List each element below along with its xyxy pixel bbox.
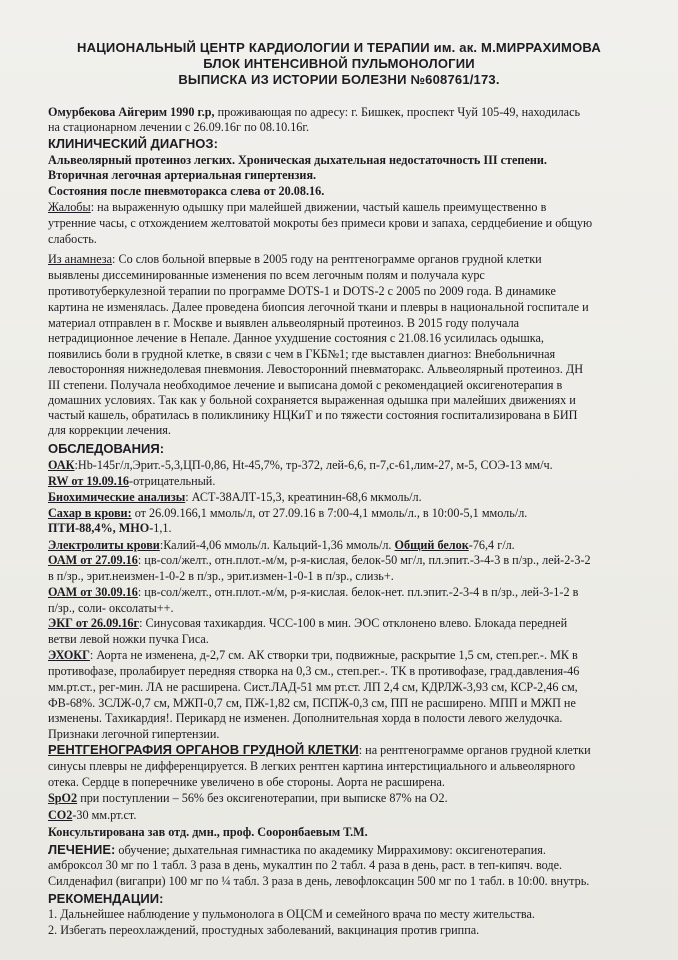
complaints-line-2: утренние часы, с отхождением желтоватой мокроты без примеси крови и запаха, сердцебиение и общую xyxy=(48,216,593,230)
electrolytes-label: Электролиты крови xyxy=(48,538,160,552)
oam1-line-2: в п/зр., эрит.неизмен-1-0-2 в п/зр., эрит.измен-1-0-1 в п/зр., слизь+. xyxy=(48,569,394,583)
rw-label: RW от 19.09.16 xyxy=(48,474,130,488)
oam2-line-2: п/зр., соли- оксолаты++. xyxy=(48,601,174,615)
spo2-label: SpO2 xyxy=(48,791,78,805)
treatment-line-1 xyxy=(48,842,668,858)
complaints-line-1 xyxy=(48,200,668,215)
co2-text: -30 мм.рт.ст. xyxy=(72,808,137,822)
recommendations-heading: РЕКОМЕНДАЦИИ: xyxy=(48,891,164,906)
diagnosis-heading: КЛИНИЧЕСКИЙ ДИАГНОЗ: xyxy=(48,136,218,151)
anamnesis-line-11: частый кашель, обратилась в поликлинику НЦКиТ и по тяжести состояния госпитализирована в БИП xyxy=(48,408,578,422)
xray-line-3: отека. Сердце в поперечнике увеличено в обе стороны. Аорта не расширена. xyxy=(48,775,445,789)
oak-text: :Hb-145г/л,Эрит.-5,3,ЦП-0,86, Ht-45,7%, тр-372, лей-6,6, п-7,с-61,лим-27, м-5, СОЭ-13 мм/ч. xyxy=(74,458,553,472)
oam2-label: ОАМ от 30.09.16 xyxy=(48,585,138,599)
ekg-line-2: ветви левой ножки пучка Гиса. xyxy=(48,632,209,646)
echo-line-2: противофазе, пролабирует передняя створка на 0,3 см., степ.рег.-. ТК в противофазе, град.давления-46 xyxy=(48,664,580,678)
consultation-line: Консультирована зав отд. дмн., проф. Сооронбаевым Т.М. xyxy=(48,825,368,839)
echo-text: : Аорта не изменена, д-2,7 см. АК створки три, подвижные, раскрытие 1,5 см, степ.рег.-. МК в xyxy=(89,648,578,662)
anamnesis-line-9: III степени. Получала необходимое лечение и выписана домой с рекомендацией оксигенотерапия в xyxy=(48,378,563,392)
anamnesis-label: Из анамнеза xyxy=(48,252,113,266)
echo-label: ЭХОКГ xyxy=(48,648,90,662)
xray-line-1 xyxy=(48,742,668,758)
diagnosis-line-3: Состояния после пневмоторакса слева от 20.08.16. xyxy=(48,184,325,198)
header-department: БЛОК ИНТЕНСИВНОЙ ПУЛЬМОНОЛОГИИ xyxy=(203,56,475,71)
complaints-text: : на выраженную одышку при малейшей движении, частый кашель преимущественно в xyxy=(90,200,547,214)
sugar-text: от 26.09.166,1 ммоль/л, от 27.09.16 в 7:00-4,1 ммоль/л., в 10:00-5,1 ммоль/л. xyxy=(131,506,528,520)
anamnesis-line-1 xyxy=(48,252,668,267)
pti-line xyxy=(48,521,668,536)
patient-address: проживающая по адресу: г. Бишкек, проспект Чуй 105-49, находилась xyxy=(214,105,581,119)
treatment-line-2: амброксол 30 мг по 1 табл. 3 раза в день, мукалтин по 2 табл. 4 раза в день, раст. в теп-кипяч. воде. xyxy=(48,858,563,872)
biochem-text: : АСТ-38АЛТ-15,3, креатинин-68,6 мкмоль/л. xyxy=(185,490,422,504)
anamnesis-line-6: нетрадиционное лечение в Непале. Данное ухудшение состояния с 21.08.16 усилилась одышка, xyxy=(48,331,544,345)
biochem-label: Биохимические анализы xyxy=(48,490,186,504)
pti-value: 1,1. xyxy=(153,521,172,535)
spo2-text: при поступлении – 56% без оксигенотерапии, при выписке 87% на О2. xyxy=(77,791,448,805)
biochem-line xyxy=(48,490,668,505)
complaints-line-3: слабость. xyxy=(48,232,97,246)
recommendation-1: 1. Дальнейшее наблюдение у пульмонолога в ОЦСМ и семейного врача по месту жительства. xyxy=(48,907,535,921)
ekg-line-1 xyxy=(48,616,668,631)
header-center-name: НАЦИОНАЛЬНЫЙ ЦЕНТР КАРДИОЛОГИИ И ТЕРАПИИ им. ак. М.МИРРАХИМОВА xyxy=(77,40,601,55)
treatment-text: обучение; дыхательная гимнастика по академику Миррахимову: оксигенотерапия. xyxy=(115,843,546,857)
ekg-text: : Синусовая тахикардия. ЧСС-100 в мин. ЭОС отклонено влево. Блокада передней xyxy=(139,616,568,630)
diagnosis-line-2: Вторичная легочная артериальная гипертензия. xyxy=(48,168,317,182)
spo2-line xyxy=(48,791,668,806)
patient-line-1 xyxy=(48,105,668,120)
header-document-title: ВЫПИСКА ИЗ ИСТОРИИ БОЛЕЗНИ №608761/173. xyxy=(178,72,500,87)
oam1-text: : цв-сол/желт., отн.плот.-м/м, р-я-кислая, белок-50 мг/л, пл.эпит.-3-4-3 в п/зр., лей-2-3-2 xyxy=(137,553,591,567)
treatment-line-3: Силденафил (вигапри) 100 мг по ¼ табл. 3 раза в день, левофлоксацин 500 мг по 1 табл. в 10:00. внутрь. xyxy=(48,874,590,888)
recommendation-2: 2. Избегать переохлаждений, простудных заболеваний, вакцинация против гриппа. xyxy=(48,923,480,937)
electrolytes-text: :Калий-4,06 ммоль/л. Кальций-1,36 ммоль/л. xyxy=(159,538,395,552)
echo-line-5: изменены. Тахикардия!. Перикард не изменен. Дополнительная хорда в полости левого желудочка. xyxy=(48,711,563,725)
rw-text: -отрицательный. xyxy=(129,474,216,488)
treatment-label: ЛЕЧЕНИЕ: xyxy=(48,842,116,857)
protein-text: -76,4 г/л. xyxy=(468,538,515,552)
protein-label: Общий белок xyxy=(394,538,469,552)
anamnesis-line-4: картина не изменялась. Далее проведена биопсия легочной ткани и плевры в национальной госпитале и xyxy=(48,300,589,314)
oam1-label: ОАМ от 27.09.16 xyxy=(48,553,138,567)
complaints-label: Жалобы xyxy=(48,200,91,214)
anamnesis-line-7: появились боли в грудной клетке, в связи с чем в ГКБ№1; где выставлен диагноз: Внебольничная xyxy=(48,347,556,361)
pti-label: ПТИ-88,4%, МНО- xyxy=(48,521,154,535)
patient-name: Омурбекова Айгерим 1990 г.р, xyxy=(48,105,215,119)
diagnosis-line-1: Альвеолярный протеиноз легких. Хроническая дыхательная недостаточность III степени. xyxy=(48,153,547,167)
anamnesis-line-2: выявлены диссеминированные изменения по всем легочным полям и получала курс xyxy=(48,268,485,282)
sugar-line xyxy=(48,506,668,521)
xray-text: : на рентгенограмме органов грудной клетки xyxy=(358,743,591,757)
electrolytes-line xyxy=(48,538,668,553)
co2-line xyxy=(48,808,668,823)
anamnesis-line-12: для коррекции лечения. xyxy=(48,423,171,437)
rw-line xyxy=(48,474,668,489)
sugar-label: Сахар в крови: xyxy=(48,506,132,520)
ekg-label: ЭКГ от 26.09.16г xyxy=(48,616,140,630)
patient-stay-dates: на стационарном лечении с 26.09.16г по 08.10.16г. xyxy=(48,120,310,134)
anamnesis-text: : Со слов больной впервые в 2005 году на рентгенограмме органов грудной клетки xyxy=(112,252,542,266)
exams-heading: ОБСЛЕДОВАНИЯ: xyxy=(48,441,165,456)
echo-line-1 xyxy=(48,648,668,663)
xray-label: РЕНТГЕНОГРАФИЯ ОРГАНОВ ГРУДНОЙ КЛЕТКИ xyxy=(48,742,359,757)
oak-line xyxy=(48,458,668,473)
oam1-line-1 xyxy=(48,553,668,568)
xray-line-2: синусы плевры не дифференцируется. В легких рентген картина интерстициального и альвеолярного xyxy=(48,759,576,773)
oam2-line-1 xyxy=(48,585,668,600)
echo-line-3: мм.рт.ст., рег-мин. ЛА не расширена. Сист.ЛАД-51 мм рт.ст. ЛП 2,4 см, КДРЛЖ-3,93 см, КСР-2,46 см, xyxy=(48,680,578,694)
oam2-text: : цв-сол/желт., отн.плот.-м/м, р-я-кислая. белок-нет. пл.эпит.-2-3-4 в п/зр., лей-3-1-2 в xyxy=(137,585,579,599)
echo-line-4: ФВ-68%. ЗСЛЖ-0,7 см, МЖП-0,7 см, ПЖ-1,82 см, ПСПЖ-0,3 см, ПП не расширено. МПП и МЖП не xyxy=(48,696,576,710)
co2-label: CO2 xyxy=(48,808,73,822)
anamnesis-line-10: домашних условиях. Так как у больной сохраняется выраженная одышка при малейших движениях и xyxy=(48,393,576,407)
anamnesis-line-8: левосторонняя нижнедолевая пневмония. Левосторонний пневматоракс. Альвеолярный протеиноз. ДН xyxy=(48,362,584,376)
anamnesis-line-3: противотуберкулезной терапии по программе DOTS-1 и DOTS-2 с 2005 по 2009 года. В динамике xyxy=(48,284,556,298)
echo-line-6: Признаки легочной гипертензии. xyxy=(48,727,220,741)
anamnesis-line-5: материал отправлен в г. Москве и выявлен альвеолярный протеиноз. В 2015 году получала xyxy=(48,316,520,330)
oak-label: ОАК xyxy=(48,458,75,472)
